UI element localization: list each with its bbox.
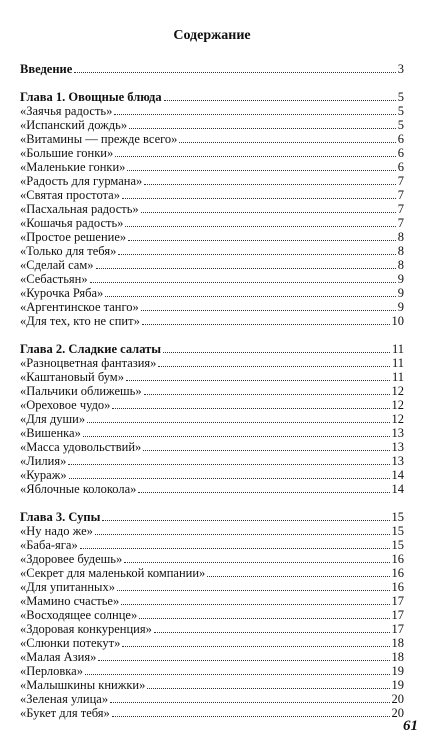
toc-entry-page: 11 [391,342,404,356]
toc-entry-title: «Сделай сам» [20,258,94,272]
toc-entry-title: «Пальчики оближешь» [20,384,142,398]
toc-leader-dots [122,198,396,199]
toc-leader-dots [112,408,389,409]
toc-entry-title: «Святая простота» [20,188,120,202]
toc-entry [20,314,404,328]
toc-entry-page: 6 [397,160,404,174]
toc-entry [20,552,404,566]
toc-entry [20,384,404,398]
toc-entry-title: «Мамино счастье» [20,594,120,608]
toc-entry-title: «Для души» [20,412,86,426]
toc-entry-page: 7 [397,216,404,230]
toc-entry [20,454,404,468]
toc-entry [20,580,404,594]
toc-entry-title: «Испанский дождь» [20,118,128,132]
toc-entry [20,132,404,146]
toc-entry-title: «Кошачья радость» [20,216,124,230]
toc-entry-page: 18 [391,650,404,664]
toc-entry-title: Глава 3. Супы [20,510,101,524]
toc-entry-page: 11 [391,370,404,384]
toc-entry [20,468,404,482]
toc-leader-dots [118,254,395,255]
toc-entry-page: 20 [391,692,404,706]
toc-entry-page: 16 [391,580,404,594]
toc-leader-dots [144,394,390,395]
toc-entry-title: «Кураж» [20,468,67,482]
toc-entry [20,566,404,580]
toc-entry [20,258,404,272]
toc-entry-page: 5 [397,104,404,118]
toc-entry [20,202,404,216]
toc-entry-page: 19 [391,678,404,692]
toc-leader-dots [141,310,396,311]
toc-entry [20,356,404,370]
toc-leader-dots [158,366,390,367]
toc-entry [20,538,404,552]
toc-entry-title: «Зеленая улица» [20,692,109,706]
toc-entry-page: 7 [397,188,404,202]
toc-entry-title: «Масса удовольствий» [20,440,142,454]
toc-entry-title: «Малышкины книжки» [20,678,146,692]
toc-entry-title: «Баба-яга» [20,538,78,552]
toc-entry-title: «Здоровее будешь» [20,552,123,566]
toc-entry-title: «Для упитанных» [20,580,115,594]
toc-entry-page: 5 [397,90,404,104]
toc-entry-page: 8 [397,244,404,258]
toc-entry [20,300,404,314]
toc-entry-page: 8 [397,230,404,244]
toc-entry [20,594,404,608]
toc-section-entry [20,62,404,76]
toc-leader-dots [74,72,395,73]
toc-leader-dots [115,156,396,157]
toc-leader-dots [121,604,389,605]
toc-leader-dots [83,436,390,437]
toc-entry [20,412,404,426]
toc-leader-dots [142,324,390,325]
toc-entry-title: «Только для тебя» [20,244,117,258]
toc-leader-dots [207,576,389,577]
toc-entry-page: 18 [391,636,404,650]
toc-entry-title: «Ну надо же» [20,524,93,538]
toc-entry-title: «Каштановый бум» [20,370,124,384]
toc-entry-page: 5 [397,118,404,132]
toc-leader-dots [122,646,389,647]
toc-entry-page: 11 [391,356,404,370]
toc-leader-dots [112,716,390,717]
toc-entry-page: 19 [391,664,404,678]
toc-entry-title: «Курочка Ряба» [20,286,104,300]
toc-entry [20,272,404,286]
toc-entry-title: «Лилия» [20,454,67,468]
toc-entry-page: 7 [397,202,404,216]
toc-entry-page: 13 [391,426,404,440]
page-title: Содержание [173,28,251,43]
toc-entry [20,230,404,244]
toc-entry-title: «Малая Азия» [20,650,97,664]
toc-entry-page: 16 [391,566,404,580]
toc-entry-title: Глава 1. Овощные блюда [20,90,162,104]
toc-leader-dots [127,170,395,171]
toc-entry-page: 3 [397,62,404,76]
toc-leader-dots [69,478,390,479]
toc-entry-title: «Пасхальная радость» [20,202,139,216]
toc-entry-title: Глава 2. Сладкие салаты [20,342,162,356]
toc-entry-page: 13 [391,440,404,454]
toc-entry-title: «Ореховое чудо» [20,398,111,412]
toc-entry-page: 6 [397,146,404,160]
toc-entry-page: 14 [391,468,404,482]
toc-entry [20,426,404,440]
toc-entry-title: «Для тех, кто не спит» [20,314,140,328]
toc-entry-title: «Букет для тебя» [20,706,110,720]
toc-leader-dots [105,296,395,297]
toc-entry-title: «Себастьян» [20,272,88,286]
toc-entry-page: 10 [391,314,404,328]
page-number: 61 [403,718,418,734]
toc-entry [20,636,404,650]
toc-entry [20,706,404,720]
toc-entry [20,216,404,230]
toc-entry-title: «Заячья радость» [20,104,113,118]
toc-entry [20,370,404,384]
toc-leader-dots [125,226,395,227]
toc-entry-page: 12 [391,384,404,398]
toc-entry [20,482,404,496]
toc-section-entry [20,90,404,104]
toc-leader-dots [163,352,390,353]
toc-leader-dots [90,282,396,283]
toc-entry [20,692,404,706]
toc-leader-dots [110,702,389,703]
toc-entry-title: «Секрет для маленькой компании» [20,566,206,580]
toc-entry [20,678,404,692]
toc-entry-page: 9 [397,300,404,314]
toc-entry-page: 9 [397,286,404,300]
toc-entry-page: 13 [391,454,404,468]
toc-entry-title: «Простое решение» [20,230,127,244]
toc-entry-page: 15 [391,538,404,552]
toc-entry [20,524,404,538]
toc-leader-dots [68,464,389,465]
toc-entry [20,286,404,300]
toc-entry-title: «Здоровая конкуренция» [20,622,152,636]
toc-leader-dots [128,240,396,241]
toc-entry-title: «Слюнки потекут» [20,636,121,650]
toc-entry-page: 7 [397,174,404,188]
toc-entry-title: «Перловка» [20,664,83,678]
toc-entry-title: «Радость для гурмана» [20,174,143,188]
toc-leader-dots [138,492,389,493]
toc-entry-page: 16 [391,552,404,566]
toc-leader-dots [154,632,390,633]
toc-leader-dots [87,422,389,423]
toc-entry [20,244,404,258]
toc-entry-title: «Большие гонки» [20,146,114,160]
toc-entry-title: «Восходящее солнце» [20,608,138,622]
toc-entry-page: 20 [391,706,404,720]
toc-entry-title: «Вишенка» [20,426,81,440]
toc-entry-page: 12 [391,398,404,412]
toc-leader-dots [124,562,389,563]
toc-leader-dots [144,184,395,185]
toc-leader-dots [85,674,390,675]
toc-entry-page: 9 [397,272,404,286]
toc-entry-title: «Яблочные колокола» [20,482,137,496]
toc-entry [20,440,404,454]
toc-leader-dots [98,660,389,661]
toc-entry-title: «Маленькие гонки» [20,160,126,174]
toc-leader-dots [117,590,390,591]
toc-entry [20,104,404,118]
toc-leader-dots [147,688,389,689]
toc-entry-page: 17 [391,608,404,622]
toc-entry-page: 14 [391,482,404,496]
toc-entry-page: 17 [391,622,404,636]
toc-entry-title: «Аргентинское танго» [20,300,139,314]
toc-leader-dots [102,520,389,521]
toc-entry-page: 15 [391,524,404,538]
toc-leader-dots [141,212,396,213]
toc-entry-page: 12 [391,412,404,426]
toc-entry-page: 15 [391,510,404,524]
toc-section-entry [20,510,404,524]
toc-entry [20,188,404,202]
toc-leader-dots [126,380,390,381]
toc-entry [20,608,404,622]
toc-leader-dots [164,100,396,101]
toc-entry [20,398,404,412]
toc-leader-dots [129,128,396,129]
toc-leader-dots [179,142,395,143]
toc-entry [20,118,404,132]
toc-entry [20,622,404,636]
toc-entry [20,160,404,174]
toc-entry [20,174,404,188]
toc-leader-dots [96,268,396,269]
toc-entry-title: «Витамины — прежде всего» [20,132,178,146]
toc-leader-dots [95,534,390,535]
toc-entry-page: 6 [397,132,404,146]
toc-leader-dots [114,114,395,115]
toc-entry-title: Введение [20,62,73,76]
toc-entry [20,650,404,664]
toc-entry [20,146,404,160]
toc-leader-dots [143,450,389,451]
toc-entry [20,664,404,678]
toc-entry-title: «Разноцветная фантазия» [20,356,157,370]
toc-leader-dots [80,548,390,549]
toc-entry-page: 8 [397,258,404,272]
toc-entry-page: 17 [391,594,404,608]
toc-leader-dots [139,618,389,619]
toc-section-entry [20,342,404,356]
